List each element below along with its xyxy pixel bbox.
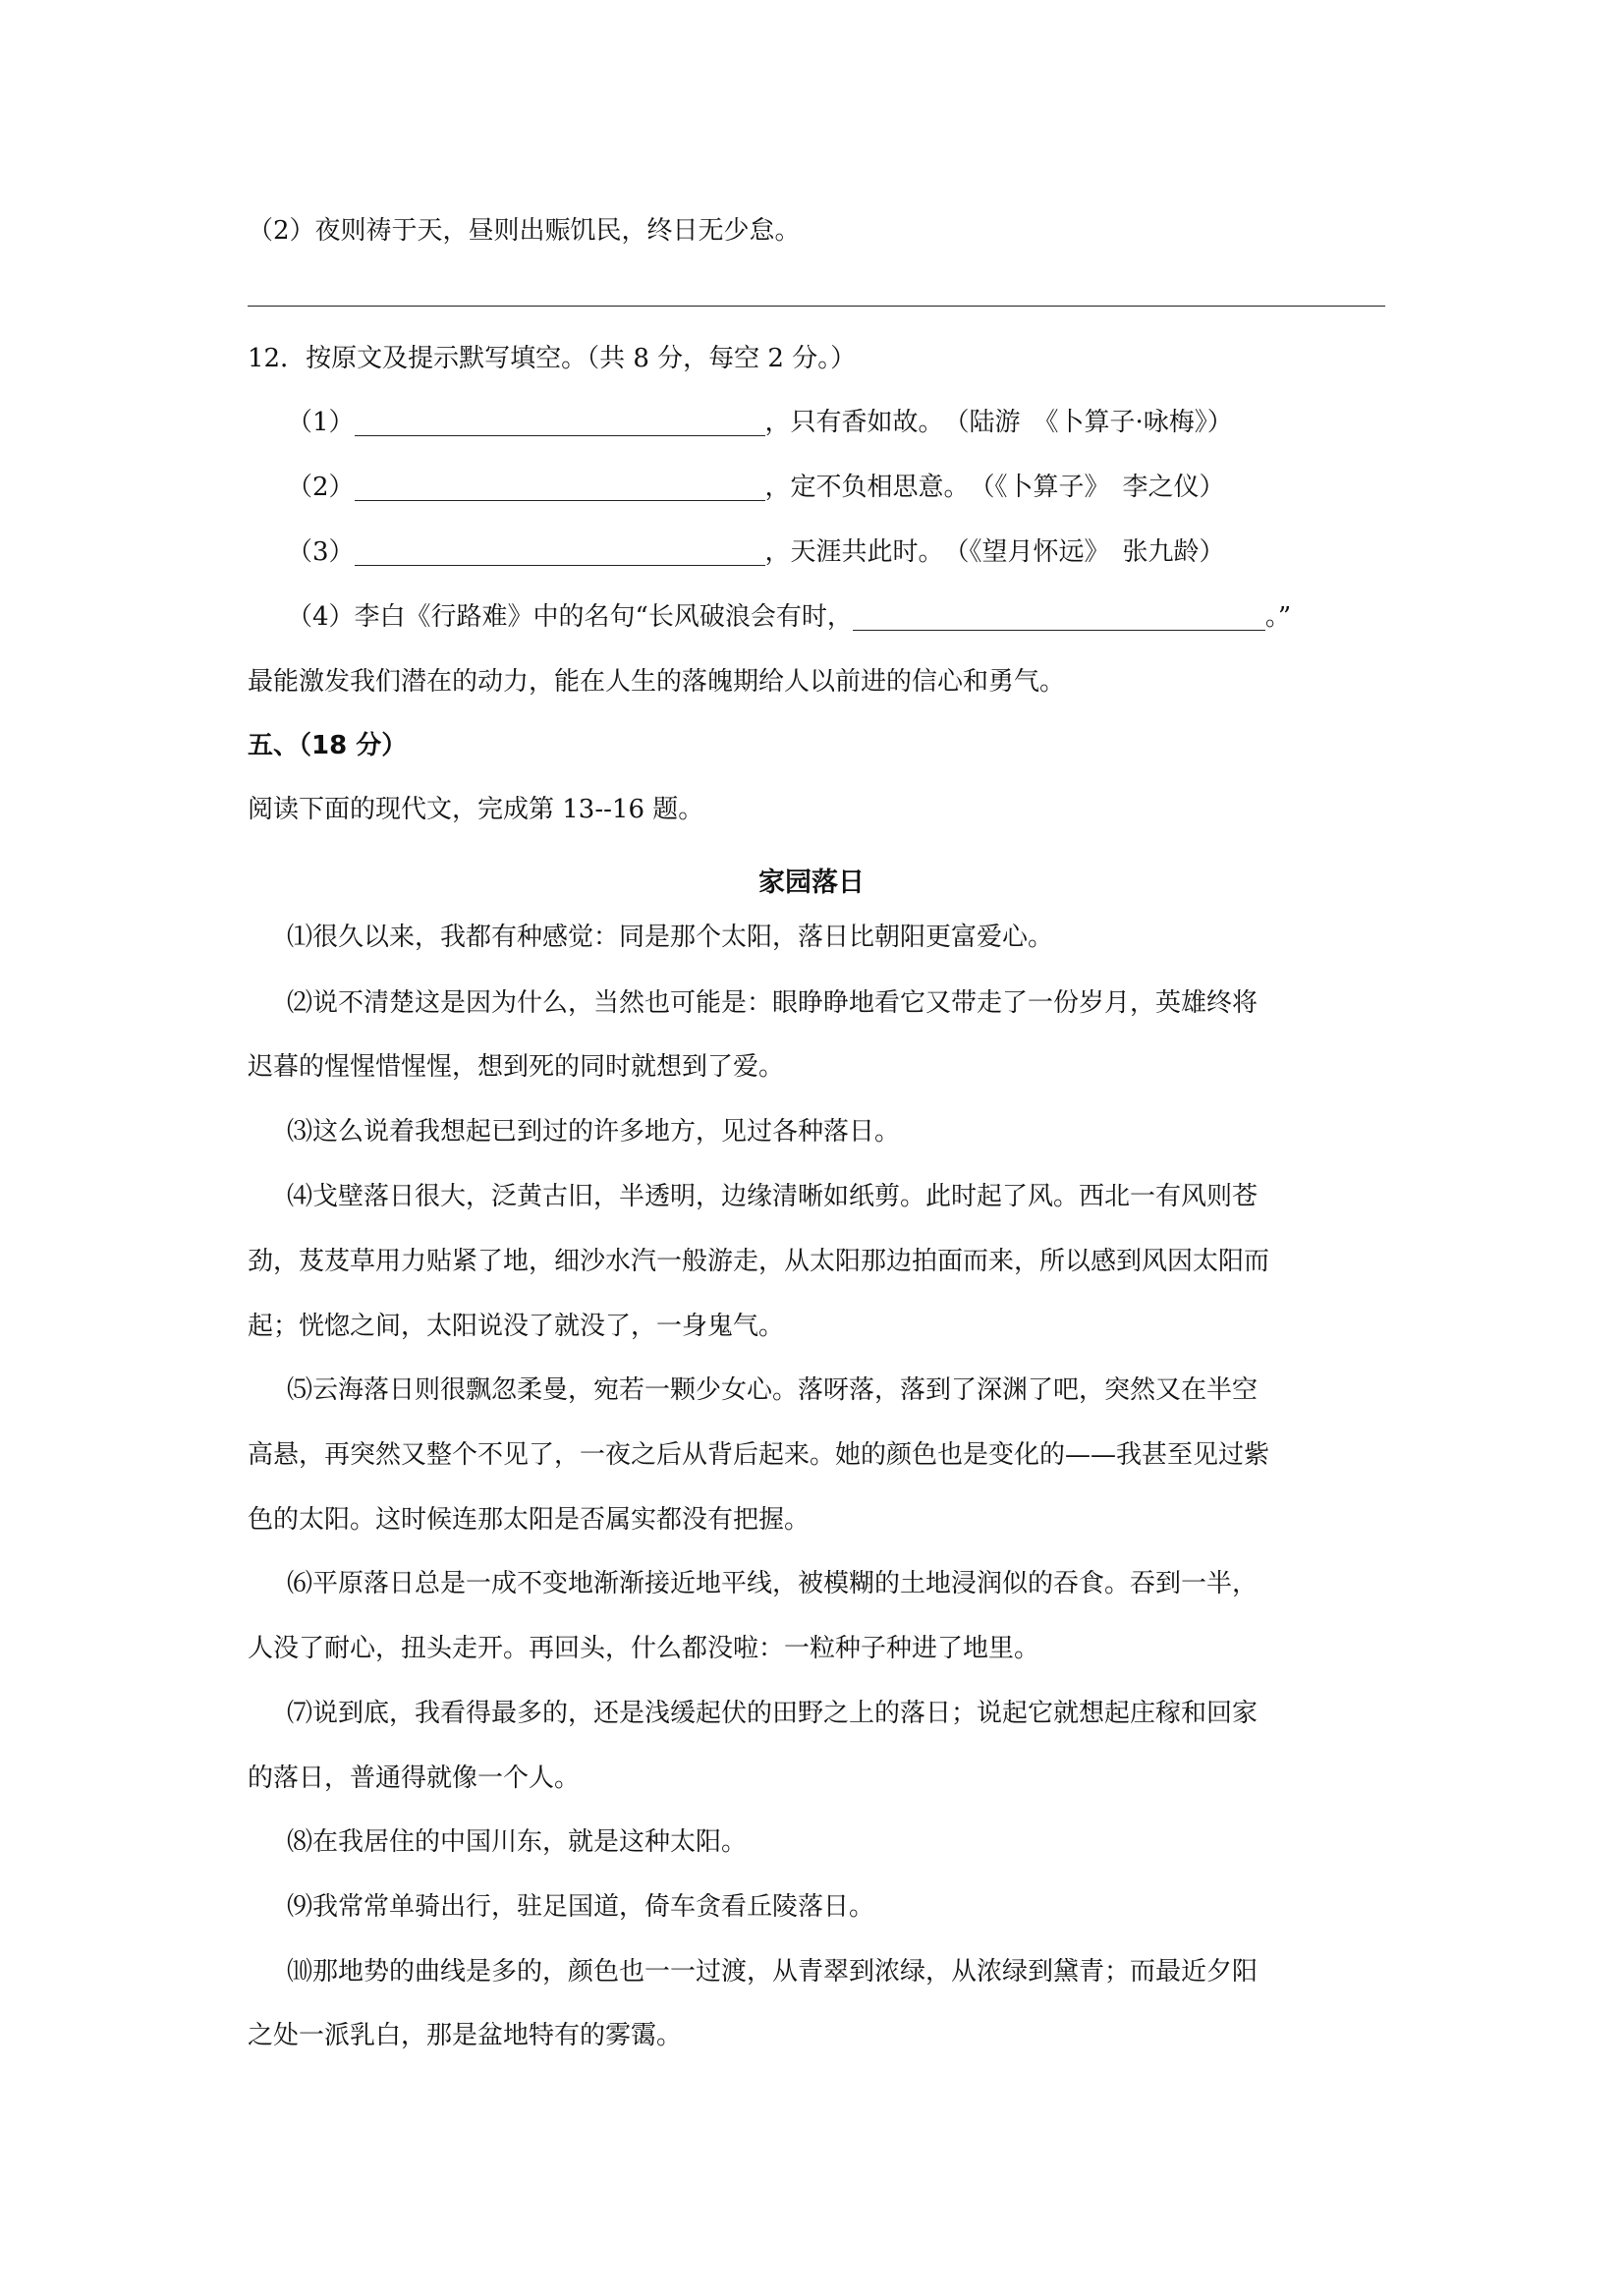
passage-line: ⑴很久以来，我都有种感觉：同是那个太阳，落日比朝阳更富爱心。 xyxy=(287,923,1054,952)
q12-item-3 xyxy=(287,539,1225,566)
q12-item-3-num: （3） xyxy=(287,537,355,567)
q12-item-2-text: ，定不负相思意。 （《卜算子》 李之仪） xyxy=(764,473,1225,502)
passage-line: ⑸云海落日则很飘忽柔曼，宛若一颗少女心。落呀落，落到了深渊了吧，突然又在半空 xyxy=(287,1375,1259,1405)
passage-line: 起；恍惚之间，太阳说没了就没了，一身鬼气。 xyxy=(248,1312,785,1341)
passage-line: ⑼我常常单骑出行，驻足国道，倚车贪看丘陵落日。 xyxy=(287,1892,875,1922)
q12-item-2 xyxy=(287,475,1225,501)
q12-item-3-text: ，天涯共此时。 （《望月怀远》 张九龄） xyxy=(764,537,1225,567)
passage-line: 劲，芨芨草用力贴紧了地，细沙水汽一般游走，从太阳那边拍面而来，所以感到风因太阳而 xyxy=(248,1247,1270,1276)
passage-line: ⑻在我居住的中国川东，就是这种太阳。 xyxy=(287,1827,748,1857)
passage-line: ⑹平原落日总是一成不变地渐渐接近地平线，被模糊的土地浸润似的吞食。吞到一半， xyxy=(287,1569,1259,1598)
passage-line: ⑺说到底，我看得最多的，还是浅缓起伏的田野之上的落日；说起它就想起庄稼和回家 xyxy=(287,1699,1259,1728)
passage-title: 家园落日 xyxy=(758,868,865,898)
q12-item-1 xyxy=(287,410,1233,436)
passage-line: ⑷戈壁落日很大，泛黄古旧，半透明，边缘清晰如纸剪。此时起了风。西北一有风则苍 xyxy=(287,1182,1259,1211)
section-5-heading: 五、（18 分） xyxy=(248,731,408,760)
passage-line: 人没了耐心，扭头走开。再回头，什么都没啦：一粒种子种进了地里。 xyxy=(248,1634,1040,1663)
passage-line: 迟暮的惺惺惜惺惺，想到死的同时就想到了爱。 xyxy=(248,1052,785,1082)
passage-line: ⑶这么说着我想起已到过的许多地方，见过各种落日。 xyxy=(287,1117,901,1147)
passage-line: 之处一派乳白，那是盆地特有的雾霭。 xyxy=(248,2021,683,2050)
passage-line: 色的太阳。这时候连那太阳是否属实都没有把握。 xyxy=(248,1505,811,1535)
passage-line: 高悬，再突然又整个不见了，一夜之后从背后起来。她的颜色也是变化的——我甚至见过紫 xyxy=(248,1440,1270,1470)
answer-line xyxy=(248,306,1385,307)
q12-item-4-continuation: 最能激发我们潜在的动力，能在人生的落魄期给人以前进的信心和勇气。 xyxy=(248,667,1066,697)
q12-item-4-end: 。” xyxy=(1264,602,1292,632)
q12-item-1-text: ，只有香如故。 （陆游 《卜算子·咏梅》） xyxy=(764,408,1233,437)
section-5-instruction: 阅读下面的现代文，完成第 13--16 题。 xyxy=(248,795,704,824)
fill-blank-3[interactable] xyxy=(355,539,765,566)
q12-item-4 xyxy=(287,604,1291,631)
fill-blank-1[interactable] xyxy=(355,410,765,436)
q12-item-1-num: （1） xyxy=(287,408,355,437)
q12-item-2-num: （2） xyxy=(287,473,355,502)
fill-blank-2[interactable] xyxy=(355,475,765,501)
passage-line: 的落日，普通得就像一个人。 xyxy=(248,1764,581,1793)
q12-item-4-text: （4）李白《行路难》中的名句“长风破浪会有时， xyxy=(287,602,853,632)
passage-line: ⑽那地势的曲线是多的，颜色也一一过渡，从青翠到浓绿，从浓绿到黛青；而最近夕阳 xyxy=(287,1957,1259,1987)
q11-item-2: （2）夜则祷于天，昼则出赈饥民，终日无少怠。 xyxy=(248,216,801,246)
fill-blank-4[interactable] xyxy=(853,604,1265,631)
passage-line: ⑵说不清楚这是因为什么，当然也可能是：眼睁睁地看它又带走了一份岁月，英雄终将 xyxy=(287,988,1259,1018)
q12-heading: 12．按原文及提示默写填空。（共 8 分，每空 2 分。） xyxy=(248,344,857,373)
